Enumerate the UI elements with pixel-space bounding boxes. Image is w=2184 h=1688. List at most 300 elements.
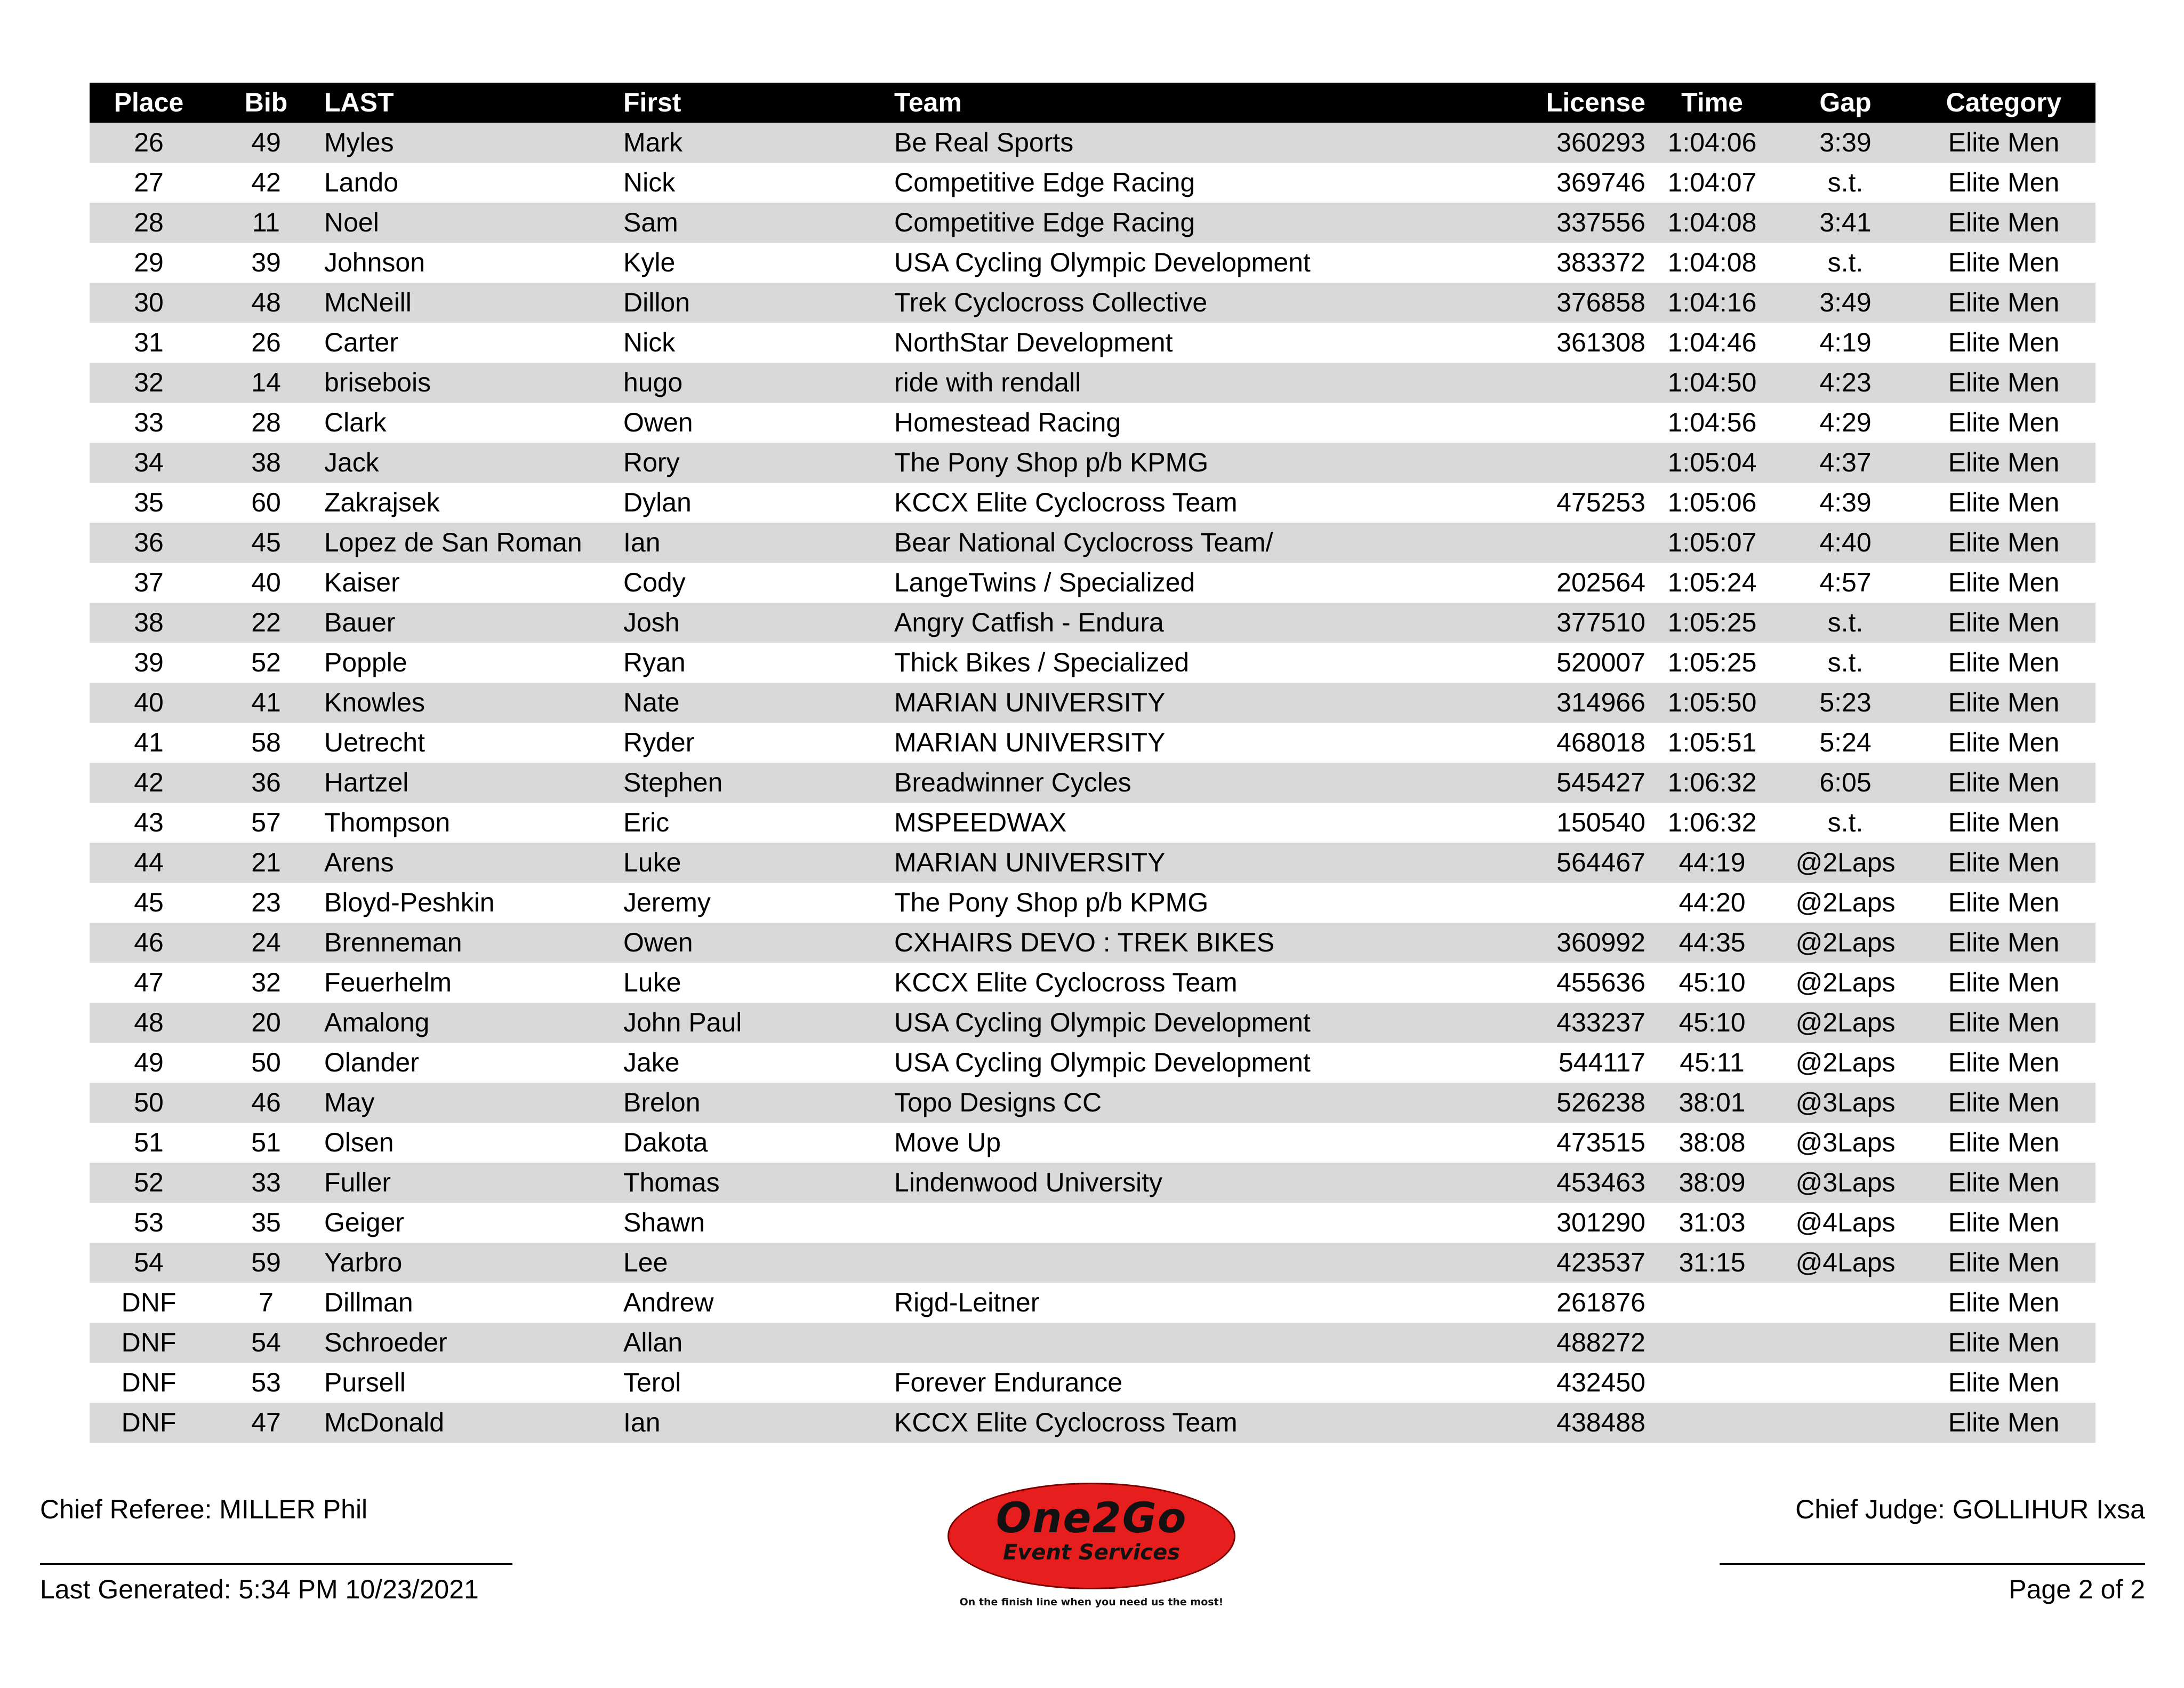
cell-gap: @2Laps	[1795, 1007, 1896, 1037]
cell-license: 526238	[1556, 1087, 1645, 1117]
cell-bib: 33	[251, 1167, 281, 1197]
cell-category: Elite Men	[1948, 1327, 2060, 1357]
cell-place: 34	[134, 447, 164, 477]
cell-license: 383372	[1556, 247, 1645, 277]
results-body	[90, 123, 2095, 1443]
cell-last: Brenneman	[324, 927, 462, 957]
cell-license: 453463	[1556, 1167, 1645, 1197]
cell-bib: 59	[251, 1247, 281, 1277]
table-row	[90, 1163, 2095, 1203]
cell-place: 50	[134, 1087, 164, 1117]
cell-team: Rigd-Leitner	[894, 1287, 1040, 1317]
cell-gap: @3Laps	[1795, 1167, 1896, 1197]
cell-license	[1545, 523, 1645, 563]
cell-category: Elite Men	[1948, 247, 2060, 277]
cell-bib: 46	[251, 1087, 281, 1117]
cell-category: Elite Men	[1948, 1007, 2060, 1037]
cell-gap: 3:41	[1819, 207, 1872, 237]
cell-gap: @2Laps	[1795, 847, 1896, 877]
table-row	[90, 1363, 2095, 1403]
cell-place: DNF	[121, 1407, 176, 1437]
cell-place: 33	[134, 407, 164, 437]
cell-time: 1:04:46	[1667, 327, 1757, 357]
cell-license: 150540	[1556, 807, 1645, 837]
cell-gap: @2Laps	[1795, 967, 1896, 997]
cell-gap: @4Laps	[1795, 1207, 1896, 1237]
cell-bib: 51	[251, 1127, 281, 1157]
cell-place: 36	[134, 527, 164, 557]
cell-team: The Pony Shop p/b KPMG	[894, 887, 1209, 917]
cell-first: Thomas	[623, 1167, 720, 1197]
cell-license: 545427	[1556, 767, 1645, 797]
cell-last: Olsen	[324, 1127, 394, 1157]
cell-team: NorthStar Development	[894, 327, 1173, 357]
cell-first: Dakota	[623, 1127, 708, 1157]
cell-license: 314966	[1556, 687, 1645, 717]
table-row	[90, 1323, 2095, 1363]
logo-name: One2Go	[995, 1494, 1187, 1542]
cell-team: USA Cycling Olympic Development	[894, 1007, 1311, 1037]
table-row	[90, 203, 2095, 243]
table-row	[90, 723, 2095, 763]
cell-first: Shawn	[623, 1207, 705, 1237]
cell-bib: 23	[251, 887, 281, 917]
logo-tagline: On the finish line when you need us the most!	[959, 1596, 1224, 1608]
cell-team: KCCX Elite Cyclocross Team	[894, 1407, 1238, 1437]
cell-first: Andrew	[623, 1287, 714, 1317]
cell-place: 29	[134, 247, 164, 277]
cell-gap: @3Laps	[1795, 1087, 1896, 1117]
cell-gap: s.t.	[1827, 167, 1864, 197]
cell-license: 433237	[1556, 1007, 1645, 1037]
cell-bib: 40	[251, 567, 281, 597]
cell-last: Lando	[324, 167, 399, 197]
cell-time: 1:06:32	[1667, 767, 1757, 797]
table-row	[90, 603, 2095, 643]
cell-last: McNeill	[324, 287, 412, 317]
cell-team: MARIAN UNIVERSITY	[894, 727, 1166, 757]
cell-license: 376858	[1556, 287, 1645, 317]
cell-bib: 45	[251, 527, 281, 557]
table-row	[90, 1043, 2095, 1083]
cell-time: 1:04:16	[1667, 287, 1757, 317]
cell-category: Elite Men	[1948, 287, 2060, 317]
column-header-first: First	[623, 87, 681, 117]
cell-category: Elite Men	[1948, 967, 2060, 997]
table-row	[90, 1243, 2095, 1283]
cell-last: Jack	[324, 447, 379, 477]
cell-time	[1645, 1323, 1779, 1363]
cell-gap	[1779, 1283, 1912, 1323]
cell-team: Move Up	[894, 1127, 1001, 1157]
cell-license	[1545, 403, 1645, 443]
cell-category: Elite Men	[1948, 327, 2060, 357]
cell-bib: 41	[251, 687, 281, 717]
cell-first: hugo	[623, 367, 683, 397]
cell-license: 488272	[1556, 1327, 1645, 1357]
cell-bib: 42	[251, 167, 281, 197]
cell-first: Owen	[623, 927, 693, 957]
cell-last: brisebois	[324, 367, 431, 397]
cell-time: 1:05:50	[1667, 687, 1757, 717]
cell-license: 475253	[1556, 487, 1645, 517]
cell-team: Competitive Edge Racing	[894, 207, 1195, 237]
cell-license: 337556	[1556, 207, 1645, 237]
cell-place: 53	[134, 1207, 164, 1237]
cell-license: 423537	[1556, 1247, 1645, 1277]
cell-time	[1645, 1363, 1779, 1403]
cell-gap: 4:29	[1819, 407, 1872, 437]
cell-time: 1:05:25	[1667, 607, 1757, 637]
cell-bib: 26	[251, 327, 281, 357]
cell-bib: 32	[251, 967, 281, 997]
cell-last: Feuerhelm	[324, 967, 452, 997]
cell-license	[1545, 443, 1645, 483]
cell-first: Rory	[623, 447, 680, 477]
cell-bib: 57	[251, 807, 281, 837]
cell-category: Elite Men	[1948, 207, 2060, 237]
cell-first: Allan	[623, 1327, 683, 1357]
cell-team: Topo Designs CC	[894, 1087, 1102, 1117]
cell-first: Dylan	[623, 487, 692, 517]
cell-license: 369746	[1556, 167, 1645, 197]
cell-gap	[1779, 1403, 1912, 1443]
cell-last: Lopez de San Roman	[324, 527, 582, 557]
cell-bib: 39	[251, 247, 281, 277]
cell-first: Eric	[623, 807, 670, 837]
cell-gap: 3:49	[1819, 287, 1872, 317]
cell-license: 360293	[1556, 127, 1645, 157]
cell-first: Brelon	[623, 1087, 701, 1117]
cell-license: 361308	[1556, 327, 1645, 357]
cell-first: Josh	[623, 607, 680, 637]
cell-license: 202564	[1556, 567, 1645, 597]
cell-license: 544117	[1558, 1047, 1645, 1077]
cell-gap: 4:37	[1819, 447, 1872, 477]
table-row	[90, 1283, 2095, 1323]
cell-category: Elite Men	[1948, 1087, 2060, 1117]
table-row	[90, 843, 2095, 883]
cell-bib: 11	[252, 207, 280, 237]
cell-time	[1645, 1403, 1779, 1443]
cell-last: Dillman	[324, 1287, 413, 1317]
cell-bib: 54	[251, 1327, 281, 1357]
cell-place: 42	[134, 767, 164, 797]
cell-team: USA Cycling Olympic Development	[894, 1047, 1311, 1077]
table-row	[90, 283, 2095, 323]
table-header-row	[90, 83, 2095, 123]
cell-bib: 47	[251, 1407, 281, 1437]
cell-gap: @2Laps	[1795, 887, 1896, 917]
cell-category: Elite Men	[1948, 567, 2060, 597]
cell-first: Nick	[623, 167, 676, 197]
cell-place: 27	[134, 167, 164, 197]
table-row	[90, 1403, 2095, 1443]
cell-time: 1:04:08	[1667, 247, 1757, 277]
cell-license: 468018	[1556, 727, 1645, 757]
cell-gap: 3:39	[1819, 127, 1872, 157]
cell-bib: 36	[251, 767, 281, 797]
cell-gap	[1779, 1363, 1912, 1403]
cell-first: John Paul	[623, 1007, 742, 1037]
cell-first: Ian	[623, 527, 661, 557]
cell-last: Popple	[324, 647, 407, 677]
column-header-time: Time	[1681, 87, 1743, 117]
cell-category: Elite Men	[1948, 647, 2060, 677]
cell-time: 44:19	[1679, 847, 1746, 877]
cell-time: 1:05:51	[1667, 727, 1757, 757]
cell-time: 1:04:06	[1667, 127, 1757, 157]
cell-gap: 4:39	[1819, 487, 1872, 517]
cell-time: 38:08	[1679, 1127, 1746, 1157]
cell-gap: @2Laps	[1795, 927, 1896, 957]
cell-last: Fuller	[324, 1167, 391, 1197]
column-header-gap: Gap	[1819, 87, 1872, 117]
cell-team: Angry Catfish - Endura	[894, 607, 1164, 637]
cell-place: 51	[134, 1127, 164, 1157]
cell-team: Homestead Racing	[894, 407, 1121, 437]
cell-team: KCCX Elite Cyclocross Team	[894, 967, 1238, 997]
cell-time: 31:03	[1679, 1207, 1746, 1237]
cell-team: MSPEEDWAX	[894, 807, 1067, 837]
cell-category: Elite Men	[1948, 927, 2060, 957]
cell-place: 48	[134, 1007, 164, 1037]
table-row	[90, 563, 2095, 603]
cell-last: Yarbro	[324, 1247, 403, 1277]
cell-last: Thompson	[324, 807, 451, 837]
cell-last: Knowles	[324, 687, 425, 717]
cell-license	[1545, 883, 1645, 923]
cell-team: MARIAN UNIVERSITY	[894, 847, 1166, 877]
cell-place: 35	[134, 487, 164, 517]
cell-last: Olander	[324, 1047, 419, 1077]
cell-bib: 49	[251, 127, 281, 157]
cell-license: 261876	[1556, 1287, 1645, 1317]
cell-category: Elite Men	[1948, 1207, 2060, 1237]
cell-last: Zakrajsek	[324, 487, 440, 517]
cell-place: 31	[134, 327, 164, 357]
cell-team: Trek Cyclocross Collective	[894, 287, 1208, 317]
cell-category: Elite Men	[1948, 127, 2060, 157]
cell-last: Geiger	[324, 1207, 405, 1237]
cell-team	[894, 1243, 1545, 1283]
cell-place: 26	[134, 127, 164, 157]
cell-category: Elite Men	[1948, 727, 2060, 757]
table-row	[90, 323, 2095, 363]
referee-signature-line	[40, 1563, 512, 1565]
cell-team: Forever Endurance	[894, 1367, 1123, 1397]
cell-gap: 5:23	[1819, 687, 1872, 717]
cell-gap: s.t.	[1827, 247, 1864, 277]
cell-time	[1645, 1283, 1779, 1323]
cell-team: Be Real Sports	[894, 127, 1074, 157]
cell-last: Hartzel	[324, 767, 409, 797]
cell-license: 564467	[1556, 847, 1645, 877]
cell-place: 38	[134, 607, 164, 637]
table-row	[90, 363, 2095, 403]
cell-category: Elite Men	[1948, 1367, 2060, 1397]
cell-bib: 60	[251, 487, 281, 517]
table-row	[90, 683, 2095, 723]
cell-first: Stephen	[623, 767, 723, 797]
cell-place: 32	[134, 367, 164, 397]
cell-gap: s.t.	[1827, 647, 1864, 677]
cell-category: Elite Men	[1948, 1247, 2060, 1277]
cell-gap: 5:24	[1819, 727, 1872, 757]
table-row	[90, 643, 2095, 683]
cell-time: 1:05:25	[1667, 647, 1757, 677]
cell-last: Johnson	[324, 247, 425, 277]
cell-team: USA Cycling Olympic Development	[894, 247, 1311, 277]
cell-time: 1:05:04	[1667, 447, 1757, 477]
cell-gap: 4:57	[1819, 567, 1872, 597]
cell-first: Cody	[623, 567, 686, 597]
cell-category: Elite Men	[1948, 887, 2060, 917]
cell-last: Kaiser	[324, 567, 400, 597]
cell-team: Thick Bikes / Specialized	[894, 647, 1190, 677]
cell-gap: 6:05	[1819, 767, 1872, 797]
cell-last: Pursell	[324, 1367, 406, 1397]
cell-place: 43	[134, 807, 164, 837]
cell-gap: 4:23	[1819, 367, 1872, 397]
table-row	[90, 403, 2095, 443]
cell-license	[1545, 363, 1645, 403]
cell-time: 1:04:08	[1667, 207, 1757, 237]
cell-first: Nate	[623, 687, 680, 717]
cell-category: Elite Men	[1948, 807, 2060, 837]
cell-team	[894, 1323, 1545, 1363]
table-row	[90, 443, 2095, 483]
cell-first: Luke	[623, 967, 681, 997]
table-row	[90, 763, 2095, 803]
cell-place: 39	[134, 647, 164, 677]
column-header-place: Place	[114, 87, 184, 117]
table-row	[90, 1123, 2095, 1163]
cell-first: Ryder	[623, 727, 695, 757]
cell-license: 360992	[1556, 927, 1645, 957]
cell-first: Owen	[623, 407, 693, 437]
cell-place: 30	[134, 287, 164, 317]
cell-first: Jake	[623, 1047, 680, 1077]
cell-category: Elite Men	[1948, 527, 2060, 557]
cell-category: Elite Men	[1948, 1047, 2060, 1077]
cell-last: May	[324, 1087, 375, 1117]
cell-time: 1:04:50	[1667, 367, 1757, 397]
cell-time: 1:04:56	[1667, 407, 1757, 437]
table-row	[90, 923, 2095, 963]
cell-time: 44:35	[1679, 927, 1746, 957]
cell-bib: 20	[251, 1007, 281, 1037]
cell-bib: 14	[251, 367, 281, 397]
cell-place: 44	[134, 847, 164, 877]
cell-category: Elite Men	[1948, 1167, 2060, 1197]
cell-category: Elite Men	[1948, 687, 2060, 717]
table-row	[90, 1203, 2095, 1243]
cell-bib: 38	[251, 447, 281, 477]
cell-first: Lee	[623, 1247, 668, 1277]
logo-subtitle: Event Services	[1002, 1540, 1181, 1565]
table-row	[90, 163, 2095, 203]
cell-first: Kyle	[623, 247, 676, 277]
cell-time: 44:20	[1679, 887, 1746, 917]
cell-category: Elite Men	[1948, 167, 2060, 197]
cell-last: Bauer	[324, 607, 396, 637]
cell-last: Myles	[324, 127, 394, 157]
cell-category: Elite Men	[1948, 447, 2060, 477]
cell-team: LangeTwins / Specialized	[894, 567, 1195, 597]
cell-gap: @4Laps	[1795, 1247, 1896, 1277]
cell-team	[894, 1203, 1545, 1243]
cell-first: Sam	[623, 207, 678, 237]
cell-license: 301290	[1556, 1207, 1645, 1237]
table-row	[90, 123, 2095, 163]
cell-bib: 21	[251, 847, 281, 877]
cell-category: Elite Men	[1948, 1127, 2060, 1157]
chief-judge: Chief Judge: GOLLIHUR Ixsa	[1795, 1494, 2145, 1524]
cell-time: 38:09	[1679, 1167, 1746, 1197]
cell-category: Elite Men	[1948, 1407, 2060, 1437]
cell-time: 31:15	[1679, 1247, 1746, 1277]
cell-category: Elite Men	[1948, 767, 2060, 797]
cell-gap: 4:19	[1819, 327, 1872, 357]
cell-place: 40	[134, 687, 164, 717]
cell-place: 46	[134, 927, 164, 957]
cell-bib: 50	[251, 1047, 281, 1077]
cell-team: ride with rendall	[894, 367, 1081, 397]
cell-last: Arens	[324, 847, 394, 877]
cell-time: 1:05:06	[1667, 487, 1757, 517]
cell-time: 45:11	[1680, 1047, 1745, 1077]
cell-last: Bloyd-Peshkin	[324, 887, 495, 917]
cell-license: 520007	[1556, 647, 1645, 677]
cell-last: Clark	[324, 407, 387, 437]
table-row	[90, 243, 2095, 283]
cell-place: DNF	[121, 1287, 176, 1317]
cell-team: MARIAN UNIVERSITY	[894, 687, 1166, 717]
cell-time: 1:04:07	[1667, 167, 1757, 197]
cell-gap: s.t.	[1827, 607, 1864, 637]
cell-place: DNF	[121, 1327, 176, 1357]
cell-bib: 35	[251, 1207, 281, 1237]
cell-bib: 24	[251, 927, 281, 957]
last-generated: Last Generated: 5:34 PM 10/23/2021	[40, 1574, 479, 1604]
cell-last: Carter	[324, 327, 398, 357]
cell-team: Breadwinner Cycles	[894, 767, 1131, 797]
cell-license: 438488	[1556, 1407, 1645, 1437]
cell-bib: 28	[251, 407, 281, 437]
column-header-team: Team	[894, 87, 962, 117]
cell-time: 38:01	[1679, 1087, 1746, 1117]
cell-time: 45:10	[1679, 967, 1746, 997]
cell-gap: @3Laps	[1795, 1127, 1896, 1157]
cell-place: 47	[134, 967, 164, 997]
cell-gap	[1779, 1323, 1912, 1363]
cell-place: 28	[134, 207, 164, 237]
cell-first: Nick	[623, 327, 676, 357]
cell-team: The Pony Shop p/b KPMG	[894, 447, 1209, 477]
cell-last: Noel	[324, 207, 379, 237]
cell-bib: 22	[251, 607, 281, 637]
cell-time: 1:05:24	[1667, 567, 1757, 597]
page-number: Page 2 of 2	[2009, 1574, 2145, 1604]
cell-time: 45:10	[1679, 1007, 1746, 1037]
table-row	[90, 1003, 2095, 1043]
cell-team: KCCX Elite Cyclocross Team	[894, 487, 1238, 517]
cell-gap: 4:40	[1819, 527, 1872, 557]
cell-place: DNF	[121, 1367, 176, 1397]
cell-bib: 7	[259, 1287, 274, 1317]
cell-license: 432450	[1556, 1367, 1645, 1397]
